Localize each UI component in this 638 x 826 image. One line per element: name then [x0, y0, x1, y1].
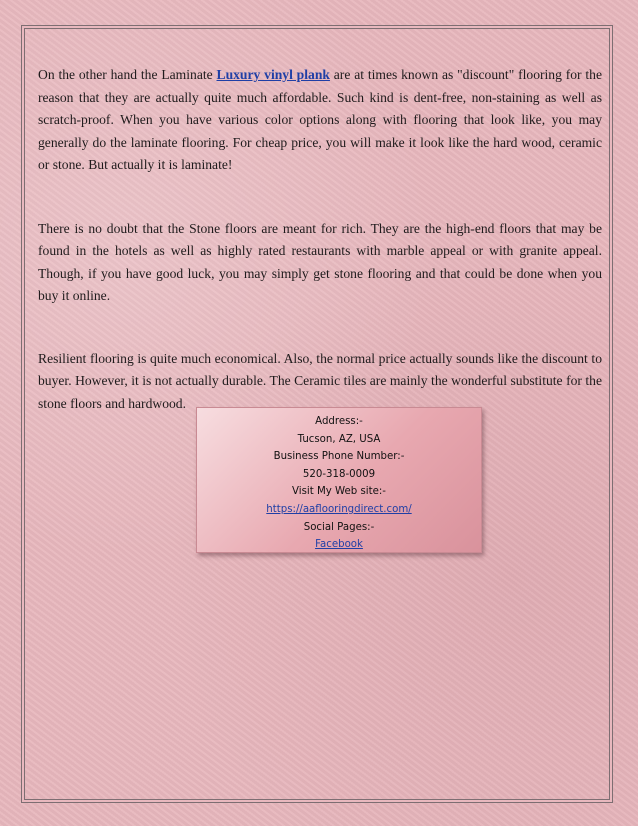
contact-info-box	[196, 407, 482, 553]
phone-label: Business Phone Number:-	[273, 451, 405, 463]
phone-value: 520-318-0009	[302, 468, 376, 480]
paragraph-laminate-intro: On the other hand the Laminate	[38, 67, 217, 82]
facebook-link[interactable]: Facebook	[315, 539, 363, 551]
website-label: Visit My Web site:-	[292, 486, 386, 498]
paragraph-stone-floors: There is no doubt that the Stone floors are meant for rich. They are the high-end floors that may be found in the hotels as well as highly rated restaurants with marble appeal or with granite appeal. Though, if you have good luck, you may simply get stone flooring and that could be done when you buy it online.	[38, 220, 602, 303]
document-body	[38, 64, 602, 415]
website-link[interactable]: https://aaflooringdirect.com/	[266, 503, 412, 515]
paragraph-laminate-rest: are at times known as "discount" flooring for the reason that they are actually quite much affordable. Such kind is dent-free, non-staining as well as scratch-proof. When you have various color options along with flooring that look like, you may generally do the laminate flooring. For cheap price, you will make it look like the hard wood, ceramic or stone. But actually it is laminate!	[38, 67, 603, 172]
address-label: Address:-	[315, 416, 363, 427]
paragraph-resilient-flooring: Resilient flooring is quite much economical. Also, the normal price actually sounds like the discount to buyer. However, it is not actually durable. The Ceramic tiles are mainly the wonderful substitute for the stone floors and hardwood.	[38, 350, 602, 411]
address-value: Tucson, AZ, USA	[297, 433, 381, 445]
luxury-vinyl-plank-link[interactable]: Luxury vinyl plank	[216, 67, 330, 82]
social-label: Social Pages:-	[303, 521, 375, 533]
paragraph-laminate	[38, 64, 602, 177]
